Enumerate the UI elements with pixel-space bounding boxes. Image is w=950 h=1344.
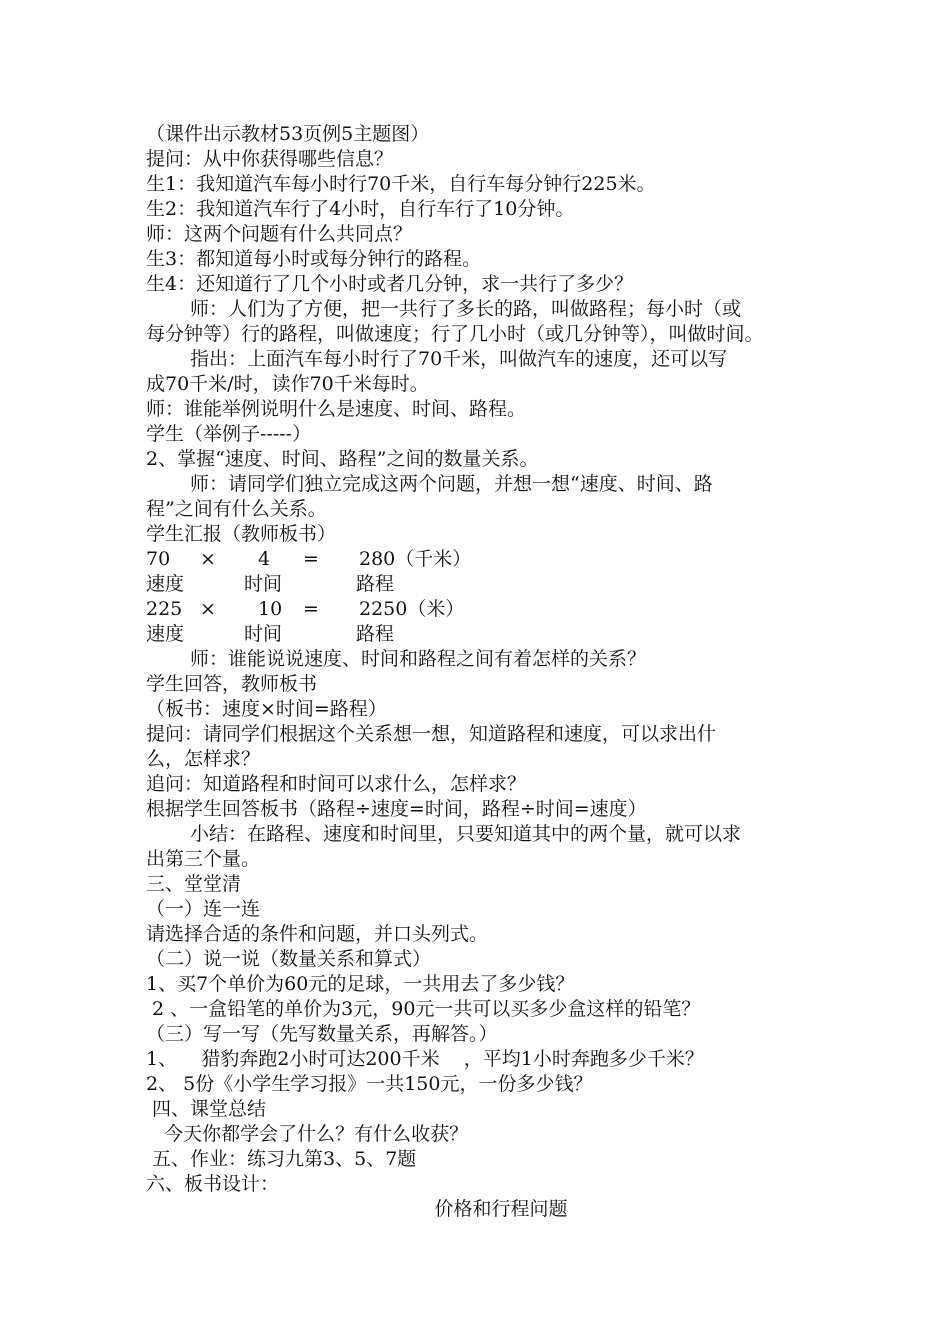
time-label: 时间 [244,623,283,645]
text-line: 2 、一盒铅笔的单价为3元，90元一共可以买多少盒这样的铅笔？ [146,998,701,1020]
equals-sign: = [303,598,319,620]
text-line: 学生汇报（教师板书） [146,523,337,545]
multiply-sign: × [200,598,216,620]
speed-label: 速度 [146,623,185,645]
speed-value: 225 [146,598,183,620]
section-heading: 六、板书设计： [146,1173,280,1195]
board-equation-row [146,547,826,572]
text-line: 2、 5份《小学生学习报》一共150元，一份多少钱？ [146,1073,593,1095]
subsection-heading: （三）写一写（先写数量关系，再解答。） [146,1023,498,1045]
text-line: 师：请同学们独立完成这两个问题，并想一想“速度、时间、路 [190,473,713,495]
text-line: 提问：从中你获得哪些信息？ [146,148,394,170]
text-line: 追问：知道路程和时间可以求什么，怎样求？ [146,773,527,795]
time-value: 10 [258,598,283,620]
text-line: 生2：我知道汽车行了4小时，自行车行了10分钟。 [146,198,575,220]
board-equation-row [146,597,826,622]
distance-label: 路程 [356,623,395,645]
board-label-row [146,572,826,597]
board-label-row [146,622,826,647]
text-line: 师：谁能说说速度、时间和路程之间有着怎样的关系？ [190,648,647,670]
section-heading: 三、堂堂清 [146,873,242,895]
text-line: 指出：上面汽车每小时行了70千米，叫做汽车的速度，还可以写 [190,348,728,370]
text-line: 出第三个量。 [146,848,261,870]
multiply-sign: × [200,548,216,570]
text-line: 1、买7个单价为60元的足球，一共用去了多少钱？ [146,973,575,995]
text-line: 生1：我知道汽车每小时行70千米，自行车每分钟行225米。 [146,173,656,195]
text-line: 师：谁能举例说明什么是速度、时间、路程。 [146,398,527,420]
equals-sign: = [303,548,319,570]
text-line: 小结：在路程、速度和时间里，只要知道其中的两个量，就可以求 [190,823,742,845]
board-design-title: 价格和行程问题 [434,1198,568,1220]
subsection-heading: （一）连一连 [146,898,261,920]
text-line: （课件出示教材53页例5主题图） [146,123,430,145]
text-line: 每分钟等）行的路程，叫做速度；行了几小时（或几分钟等），叫做时间。 [146,323,764,345]
text-line: 生3：都知道每小时或每分钟行的路程。 [146,248,482,270]
text-line: 请选择合适的条件和问题，并口头列式。 [146,923,489,945]
text-line: 生4：还知道行了几个小时或者几分钟，求一共行了多少？ [146,273,634,295]
text-line: （板书：速度×时间=路程） [146,698,387,720]
text-line: 1、 猎豹奔跑2小时可达200千米 ，平均1小时奔跑多少千米？ [146,1048,704,1070]
text-line: 学生（举例子-----） [146,423,312,445]
text-line: 成70千米/时，读作70千米每时。 [146,373,429,395]
distance-value: 2250（米） [359,598,465,620]
time-label: 时间 [244,573,283,595]
time-value: 4 [258,548,271,570]
text-line: 么，怎样求？ [146,748,261,770]
speed-label: 速度 [146,573,185,595]
distance-value: 280（千米） [359,548,472,570]
text-line: 2、掌握“速度、时间、路程”之间的数量关系。 [146,448,539,470]
text-line: 师：人们为了方便，把一共行了多长的路，叫做路程；每小时（或 [190,298,742,320]
distance-label: 路程 [356,573,395,595]
text-line: 提问：请同学们根据这个关系想一想，知道路程和速度，可以求出什 [146,723,717,745]
section-heading: 五、作业：练习九第3、5、7题 [146,1148,417,1170]
section-heading: 四、课堂总结 [146,1098,267,1120]
text-line: 今天你都学会了什么？有什么收获？ [146,1123,469,1145]
text-line: 学生回答，教师板书 [146,673,318,695]
text-line: 程”之间有什么关系。 [146,498,327,520]
text-line: 师：这两个问题有什么共同点？ [146,223,413,245]
document-page [146,122,826,1222]
speed-value: 70 [146,548,171,570]
text-line: 根据学生回答板书（路程÷速度=时间，路程÷时间=速度） [146,798,647,820]
subsection-heading: （二）说一说（数量关系和算式） [146,948,432,970]
